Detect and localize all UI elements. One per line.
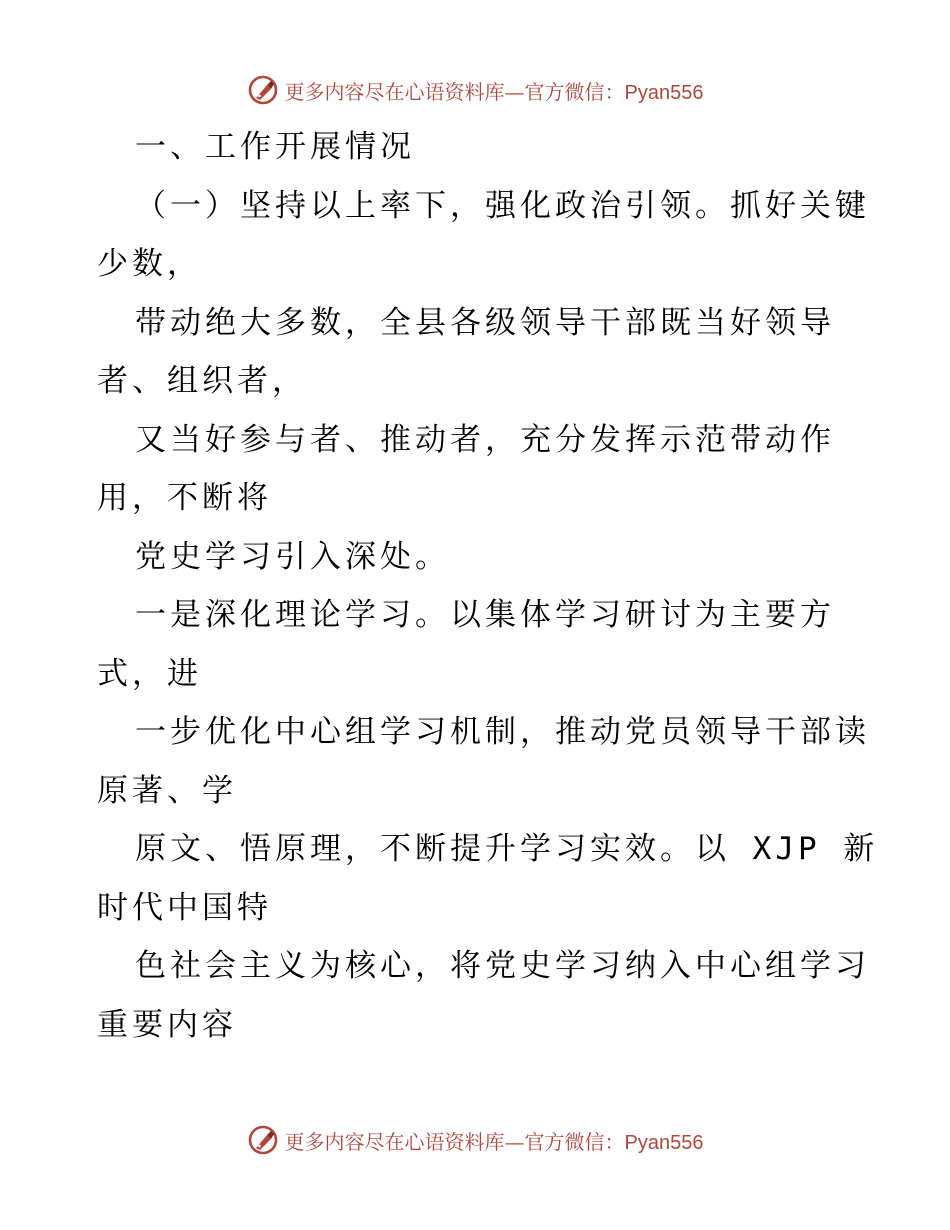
body-text-line: 党史学习引入深处。 <box>135 538 450 575</box>
footer-banner-text: 更多内容尽在心语资料库—官方微信：Pyan556 <box>284 1129 704 1154</box>
footer-banner <box>0 1120 950 1160</box>
body-text-line: 用，不断将 <box>97 480 272 516</box>
body-text-line: 时代中国特 <box>97 889 272 926</box>
pen-nib-logo-icon <box>247 1124 279 1156</box>
document-body <box>97 118 879 1054</box>
body-text-line: （一）坚持以上率下，强化政治引领。抓好关键 <box>135 187 870 224</box>
header-wechat-id: Pyan556 <box>624 81 704 104</box>
body-text-line: 原文、悟原理，不断提升学习实效。以 XJP 新 <box>135 831 879 867</box>
body-text-line: 原著、学 <box>97 772 237 809</box>
body-text-line: 式，进 <box>97 655 202 692</box>
body-text-line: 者、组织者， <box>97 363 307 399</box>
pen-nib-logo-icon <box>247 74 279 106</box>
body-text-line: 一步优化中心组学习机制，推动党员领导干部读 <box>135 714 870 750</box>
body-text-line: 少数， <box>97 246 202 282</box>
body-text-line: 色社会主义为核心，将党史学习纳入中心组学习 <box>135 948 870 984</box>
body-text-line: 一、工作开展情况 <box>135 129 415 165</box>
header-banner-text: 更多内容尽在心语资料库—官方微信：Pyan556 <box>284 79 704 104</box>
footer-wechat-id: Pyan556 <box>624 1131 704 1154</box>
body-text-line: 带动绝大多数，全县各级领导干部既当好领导 <box>135 304 835 341</box>
body-text-line: 又当好参与者、推动者，充分发挥示范带动作 <box>135 421 835 458</box>
body-text-line: 重要内容 <box>97 1006 237 1043</box>
header-banner-inner <box>247 74 704 106</box>
header-banner <box>0 70 950 110</box>
body-text-line: 一是深化理论学习。以集体学习研讨为主要方 <box>135 597 835 633</box>
footer-banner-inner <box>247 1124 704 1156</box>
